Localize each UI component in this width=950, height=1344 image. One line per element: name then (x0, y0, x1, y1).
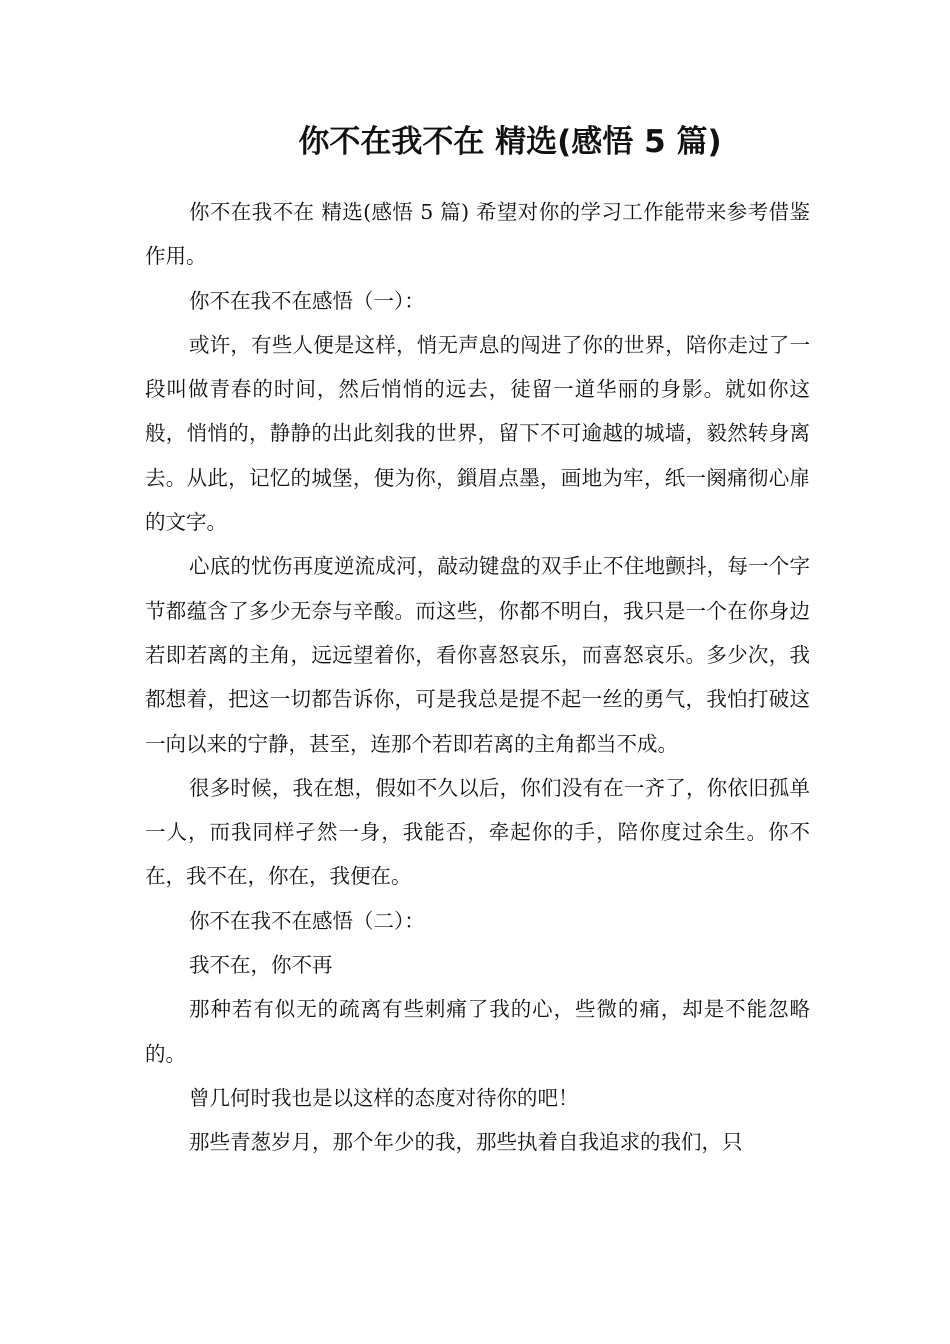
document-body (145, 190, 810, 1165)
paragraph: 曾几何时我也是以这样的态度对待你的吧！ (189, 1085, 579, 1110)
paragraph: 那种若有似无的疏离有些刺痛了我的心，些微的痛，却是不能忽略的。 (145, 997, 810, 1066)
paragraph: 我不在，你不再 (189, 953, 333, 978)
paragraph: 那些青葱岁月，那个年少的我，那些执着自我追求的我们，只 (189, 1130, 743, 1155)
document-title: 你不在我不在 精选(感悟 5 篇) (298, 124, 722, 160)
paragraph: 或许，有些人便是这样，悄无声息的闯进了你的世界，陪你走过了一段叫做青春的时间，然后悄悄的远去，徒留一道华丽的身影。就如你这般，悄悄的，静静的出此刻我的世界，留下不可逾越的城墙，毅然转身离去。从此，记忆的城堡，便为你，鎻眉点墨，画地为牢，纸一阕痛彻心扉的文字。 (145, 332, 810, 535)
paragraph-intro: 你不在我不在 精选(感悟 5 篇) 希望对你的学习工作能带来参考借鉴作用。 (145, 200, 810, 269)
section-heading-2: 你不在我不在感悟（二）： (189, 908, 425, 933)
paragraph: 心底的忧伤再度逆流成河，敲动键盘的双手止不住地颤抖，每一个字节都蕴含了多少无奈与辛酸。而这些，你都不明白，我只是一个在你身边若即若离的主角，远远望着你，看你喜怒哀乐，而喜怒哀乐。多少次，我都想着，把这一切都告诉你，可是我总是提不起一丝的勇气，我怕打破这一向以来的宁静，甚至，连那个若即若离的主角都当不成。 (145, 554, 810, 756)
section-heading-1: 你不在我不在感悟（一）： (189, 288, 425, 313)
paragraph: 很多时候，我在想，假如不久以后，你们没有在一齐了，你依旧孤单一人，而我同样孑然一身，我能否，牵起你的手，陪你度过余生。你不在，我不在，你在，我便在。 (145, 775, 810, 889)
